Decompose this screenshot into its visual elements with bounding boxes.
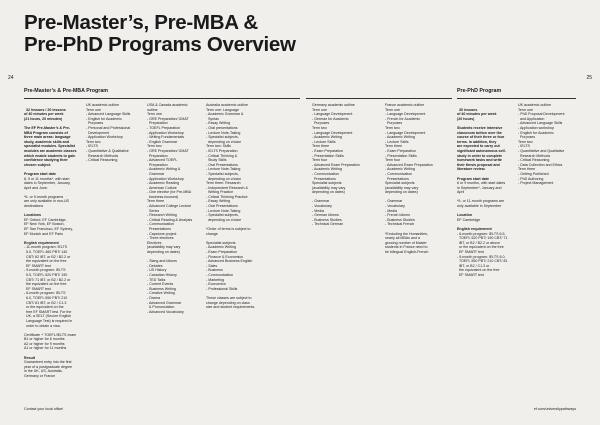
title-line-2: Pre-PhD Programs Overview [24,33,296,56]
page-number-left: 24 [8,75,14,81]
certificate-text: Certificate + TOEFL/IELTS exam B1 or higher for 6 months A2 or higher for 9 months A1 or higher for 11 months [24,332,77,351]
english-requirement-heading: English requirement [24,240,59,245]
germany-outline-column: Germany academic outline Term one - Language Development - German for Academic Purposes Term two - Language Development - Academic Writing - Lecture Skills Term three - Exam Preparation - Presentation Skills Term four - Advanced Exam Preparation - Academic Writing - Communication Presentations Specialist subjects (availability may vary depending on dates) - Grammar - Vocabulary - Media - German Idioms - Business Studies - Technical German [312,103,360,227]
uk-outline-column: UK academic outline Term one - Advanced Language Skills - English for Academic Purposes - Personal and Professional Development - Application Workshop Term two - IELTS - Quantitative & Qualitative Research Methods - Critical Reasoning [86,103,131,163]
right-divider [457,98,576,99]
program-intro-column [24,103,82,379]
phd-start-date-text: 6 or 9 months, with start dates in September*, January and April *9- or 11-month programs are only available in September [457,181,506,209]
phd-location-heading: Location [457,213,472,218]
start-date-text: 6, 9 or 11 months*, with start dates in September, January, April and June. *6- or 9-month programs are only available in non-US destinations [24,176,71,209]
pre-phd-section-title: Pre-PhD Program [457,88,502,94]
middle-divider [306,98,452,99]
program-intro: 32 lessons / 20 lessons of 40 minutes per week (21 hours, 20 minutes) The EF Pre-Master’s & Pre- MBA Program consists of three main areas: language study, academic skills and specialist modules. Specialist modules are academic classes which enable students to gain confidence studying their chosen subject. [24,107,77,167]
locations-heading: Locations [24,213,41,218]
phd-english-requirement-text: - 6-month program: IELTS 6.5, TOEFL 520 PBT/ 190 CBT/ 71 iBT, or B2 / B2.2 or above or the equivalent on the free EF SMART test - 9-month program: IELTS 6.0, TOEFL 550 PBT/ 210 CBT/ 81 iBT, or B2 / C1.3 or the equivalent on the free EF SMART test [457,231,508,277]
phd-intro: 30 lessons of 40 minutes per week (20 hours) Students receive intensive classroom tuition over the course of their three or four terms. In addition, they are expected to carry out significant autonomous self- study in order to complete homework tasks and write their thesis proposal and literature review. [457,107,506,172]
pre-masters-section-title: Pre-Master’s & Pre-MBA Program [24,88,108,94]
title-line-1: Pre-Master’s, Pre-MBA & [24,11,258,34]
phd-uk-outline-column: UK academic outline Term one - PhD Proposal Development and Application - Advanced Language Skills - Application workshop - English for Academic Purposes Term two - IELTS - Quantitative and Qualitative Research Methods - Critical Reasoning - Data Collection and Ethics Term three - Getting Published - PhD Authoring - Project Management [518,103,565,186]
usa-canada-outline-column: USA & Canada academic outline Term one - GRE Preparation/ GMAT Preparation - TOEFL Preparation - Application Workshop - Writing Fundamentals - English Grammar Term two - GRE Preparation/ GMAT Preparation - Advanced TOEFL Preparation - Academic Writing & Grammar - Application Workshop - Academic Reading - American Culture - One elective (for Pre-MBA business-focused) Term three - Advanced College Lecture Series - Research Writing - Critical Reading & Analysis - Communication Presentations - Capstone project - Three electives Electives (availability may vary depending on dates) - Slang and Idioms - Debates - US History - Canadian History - TED Talks - Current Events - Business Writing - Creative Writing - Drama - Advanced Grammar & Pronunciation - Advanced Vocabulary [147,103,193,314]
phd-location-text: EF Cambridge [457,217,481,222]
phd-intro-column [457,103,515,278]
result-heading: Result [24,355,35,360]
website-footer[interactable]: ef.com/universitypathways [533,407,576,411]
start-date-heading: Program start date [24,171,56,176]
left-divider [24,98,300,99]
contact-footer: Contact your local office! [24,407,64,411]
phd-english-requirement-heading: English requirement [457,227,492,232]
australia-outline-column: Australia academic outline Term one: Language - Academic Grammar & Syntax - Essay Writing - Oral presentations - Lecture Note-Taking - Specialist subjects, depending on choice Term two: Skills - IELTS Preparation - Critical Thinking & Study Skills - Oral Presentations - Lecture Note-Taking - Specialist subjects, depending on choice Term three: Research - Independent Research & Writing Practice - Critical Thinking Practice - Essay Writing - Oral Presentations - Lecture Note-Taking - Specialist subjects, depending on choice *Order of terms is subject to change Specialist subjects - Academic Writing - Exam Preparation - Finance & Economics - Advanced Business English - Sales - Business - Communication - Marketing - Economics - Professional Skills These classes are subject to change depending on class size and student requirements. [206,103,256,310]
result-text: Guaranteed entry into the first year of a postgraduate degree in the UK, US, Australia, Germany or France [24,360,73,379]
english-requirement-text: - 11-month program: IELTS 5.0, TOEFL 460 PBT/ 140 CBT/ 62 iBT, or B2 / B2.2 or the equivalent on the free EF SMART test - 9-month program: IELTS 5.5, TOEFL 520 PBT/ 190 CBT/ 71 iBT, or B2 / B2.2 or the equivalent on the free EF SMART test - 6-month program: IELTS 6.0, TOEFL 550 PBT/ 210 CBT/ 81 iBT, or B2 / C1.3 or the equivalent on the free EF SMART test. For the UK, a SELT (Secure English Language Test) is required in order to obtain a visa. [24,245,73,328]
locations-text: EF Oxford, EF Cambridge, EF New York, EF Boston, EF San Francisco, EF Sydney, EF Munich and EF Paris [24,217,73,236]
france-outline-column: France academic outline Term one - Language Development - French for Academic Purposes Term two - Language Development - Academic Writing - Lecture Skills Term three - Exam Preparation - Presentation Skills Term four - Advanced Exam Preparation - Academic Writing - Communication Presentations Specialist subjects (availability may vary depending on dates) - Grammar - Vocabulary - Media - French Idioms - Business Studies - Technical French *Excluding the Humanities, nearly all MBAs and a growing number of Master students in France need to be bilingual English-French [385,103,433,254]
page-title [24,12,296,56]
page-number-right: 25 [586,75,592,81]
phd-start-date-heading: Program start date [457,176,489,181]
